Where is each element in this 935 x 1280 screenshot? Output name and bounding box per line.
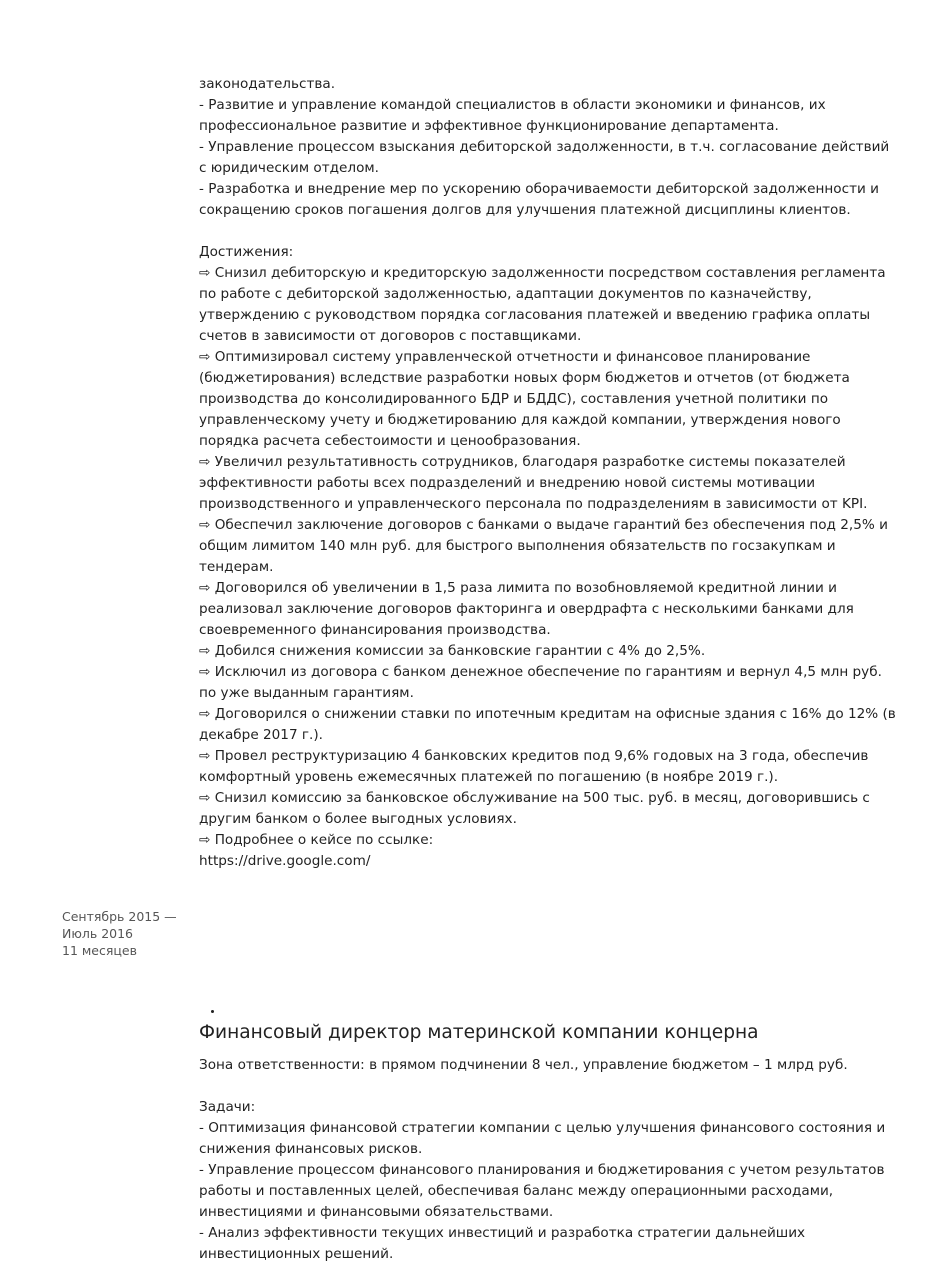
previous-job-description: законодательства. - Развитие и управление командой специалистов в области экономики и финансов, их профессиональное развитие и эффективное функционирование департамента. - Управление процессом взыскания дебиторской задолженности, в т.ч. согласование действий с юридическим отделом. - Разработка и внедрение мер по ускорению оборачиваемости дебиторской задолженности и сокращению сроков погашения долгов для улучшения платежной дисциплины клиентов. Достижения: ⇨ Снизил дебиторскую и кредиторскую задолженности посредством составления регламента по работе с дебиторской задолженностью, адаптации документов по казначейству, утверждению с руководством порядка согласования платежей и введению графика оплаты счетов в зависимости от договоров с поставщиками. ⇨ Оптимизировал систему управленческой отчетности и финансовое планирование (бюджетирования) вследствие разработки новых форм бюджетов и отчетов (от бюджета производства до консолидированного БДР и БДДС), составления учетной политики по управленческому учету и бюджетированию для каждой компании, утверждения нового порядка расчета себестоимости и ценообразования. ⇨ Увеличил результативность сотрудников, благодаря разработке системы показателей эффективности работы всех подразделений и внедрению новой системы мотивации производственного и управленческого персонала по подразделениям в зависимости от KPI. ⇨ Обеспечил заключение договоров с банками о выдаче гарантий без обеспечения под 2,5% и общим лимитом 140 млн руб. для быстрого выполнения обязательств по госзакупкам и тендерам. ⇨ Договорился об увеличении в 1,5 раза лимита по возобновляемой кредитной линии и реализовал заключение договоров факторинга и овердрафта с несколькими банками для своевременного финансирования производства. ⇨ Добился снижения комиссии за банковские гарантии с 4% до 2,5%. ⇨ Исключил из договора с банком денежное обеспечение по гарантиям и вернул 4,5 млн руб. по уже выданным гарантиям. ⇨ Договорился о снижении ставки по ипотечным кредитам на офисные здания с 16% до 12% (в декабре 2017 г.). ⇨ Провел реструктуризацию 4 банковских кредитов под 9,6% годовых на 3 года, обеспечив комфортный уровень ежемесячных платежей по погашению (в ноябре 2019 г.). ⇨ Снизил комиссию за банковское обслуживание на 500 тыс. руб. в месяц, договорившись с другим банком о более выгодных условиях. ⇨ Подробнее о кейсе по ссылке: https://drive.google.com/ [199,76,896,869]
job-period-end: Июль 2016 [62,926,134,941]
bullet-dot [211,1010,214,1013]
job-period-start: Сентябрь 2015 — [62,909,177,924]
job-duration: 11 месяцев [62,943,137,958]
job-description: Зона ответственности: в прямом подчинении 8 чел., управление бюджетом – 1 млрд руб. Задачи: - Оптимизация финансовой стратегии компании с целью улучшения финансового состояния и снижения финансовых рисков. - Управление процессом финансового планирования и бюджетирования с учетом результатов работы и поставленных целей, обеспечивая баланс между операционными расходами, инвестициями и финансовыми обязательствами. - Анализ эффективности текущих инвестиций и разработка стратегии дальнейших инвестиционных решений. [199,1057,886,1262]
job-title: Финансовый директор материнской компании концерна [199,1022,759,1043]
job-period [62,908,192,959]
